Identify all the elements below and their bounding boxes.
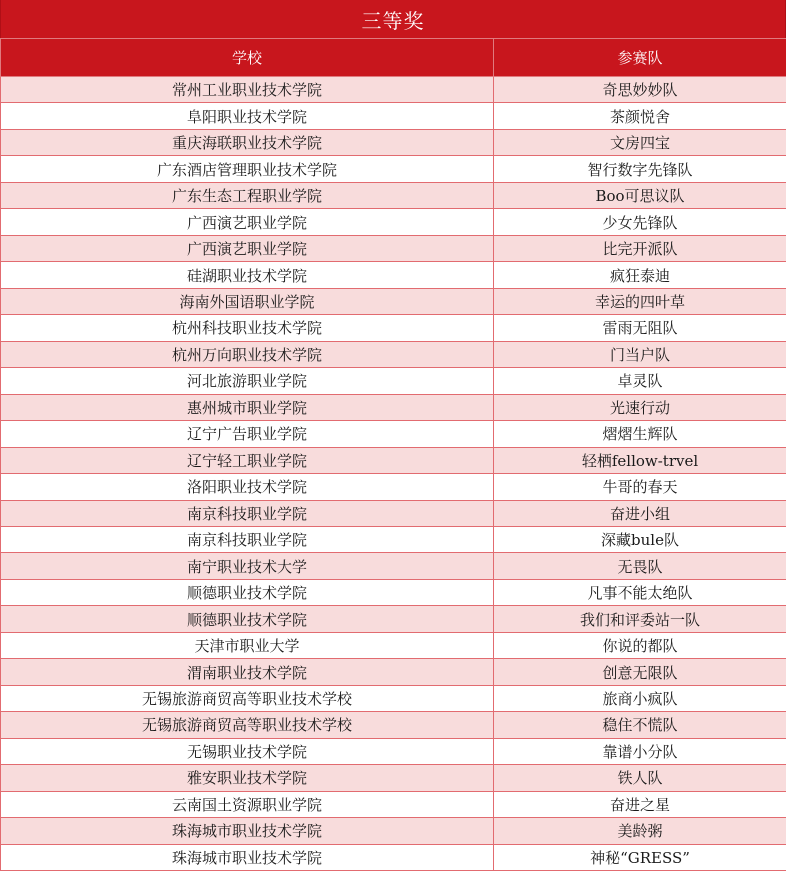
table-row: [1, 262, 786, 288]
team-cell: 深藏bule队: [494, 526, 786, 552]
team-cell: 幸运的四叶草: [494, 288, 786, 314]
team-cell: 旅商小疯队: [494, 685, 786, 711]
table-row: [1, 421, 786, 447]
table-row: [1, 182, 786, 208]
table-row: [1, 818, 786, 844]
team-cell: 雷雨无阻队: [494, 315, 786, 341]
table-row: [1, 685, 786, 711]
school-cell: 河北旅游职业学院: [1, 368, 494, 394]
school-cell: 顺德职业技术学院: [1, 579, 494, 605]
header-row: [1, 39, 786, 77]
school-cell: 无锡旅游商贸高等职业技术学校: [1, 712, 494, 738]
team-cell: 奇思妙妙队: [494, 77, 786, 103]
school-cell: 天津市职业大学: [1, 632, 494, 658]
table-row: [1, 791, 786, 817]
school-cell: 无锡职业技术学院: [1, 738, 494, 764]
school-cell: 珠海城市职业技术学院: [1, 844, 494, 870]
team-column-header: 参赛队: [494, 39, 786, 77]
table-row: [1, 235, 786, 261]
table-row: [1, 659, 786, 685]
school-cell: 重庆海联职业技术学院: [1, 129, 494, 155]
table-header: [1, 39, 786, 77]
table-row: [1, 474, 786, 500]
table-row: [1, 447, 786, 473]
team-cell: 门当户队: [494, 341, 786, 367]
school-cell: 洛阳职业技术学院: [1, 474, 494, 500]
school-cell: 广西演艺职业学院: [1, 235, 494, 261]
school-cell: 无锡旅游商贸高等职业技术学校: [1, 685, 494, 711]
team-cell: 靠谱小分队: [494, 738, 786, 764]
team-cell: 智行数字先锋队: [494, 156, 786, 182]
team-cell: 轻栖fellow-trvel: [494, 447, 786, 473]
school-cell: 南京科技职业学院: [1, 526, 494, 552]
team-cell: 文房四宝: [494, 129, 786, 155]
table-row: [1, 712, 786, 738]
school-cell: 常州工业职业技术学院: [1, 77, 494, 103]
school-column-header: 学校: [1, 39, 494, 77]
team-cell: 奋进小组: [494, 500, 786, 526]
table-row: [1, 156, 786, 182]
table-row: [1, 209, 786, 235]
school-cell: 杭州万向职业技术学院: [1, 341, 494, 367]
school-cell: 广东酒店管理职业技术学院: [1, 156, 494, 182]
table-row: [1, 500, 786, 526]
award-table: [0, 38, 786, 871]
school-cell: 阜阳职业技术学院: [1, 103, 494, 129]
team-cell: 奋进之星: [494, 791, 786, 817]
team-cell: 创意无限队: [494, 659, 786, 685]
team-cell: 比完开派队: [494, 235, 786, 261]
team-cell: 熠熠生辉队: [494, 421, 786, 447]
school-cell: 海南外国语职业学院: [1, 288, 494, 314]
table-row: [1, 606, 786, 632]
table-body: [1, 77, 786, 871]
table-row: [1, 368, 786, 394]
table-row: [1, 77, 786, 103]
team-cell: 光速行动: [494, 394, 786, 420]
table-row: [1, 394, 786, 420]
school-cell: 云南国土资源职业学院: [1, 791, 494, 817]
school-cell: 惠州城市职业学院: [1, 394, 494, 420]
table-row: [1, 553, 786, 579]
school-cell: 硅湖职业技术学院: [1, 262, 494, 288]
team-cell: 美龄粥: [494, 818, 786, 844]
team-cell: 牛哥的春天: [494, 474, 786, 500]
team-cell: 稳住不慌队: [494, 712, 786, 738]
table-row: [1, 765, 786, 791]
award-title: 三等奖: [0, 0, 786, 38]
table-row: [1, 738, 786, 764]
school-cell: 顺德职业技术学院: [1, 606, 494, 632]
school-cell: 广西演艺职业学院: [1, 209, 494, 235]
table-row: [1, 526, 786, 552]
team-cell: 我们和评委站一队: [494, 606, 786, 632]
table-row: [1, 103, 786, 129]
team-cell: Boo可思议队: [494, 182, 786, 208]
table-row: [1, 315, 786, 341]
team-cell: 无畏队: [494, 553, 786, 579]
team-cell: 神秘“GRESS”: [494, 844, 786, 870]
team-cell: 茶颜悦舍: [494, 103, 786, 129]
school-cell: 南京科技职业学院: [1, 500, 494, 526]
school-cell: 珠海城市职业技术学院: [1, 818, 494, 844]
table-row: [1, 288, 786, 314]
table-row: [1, 844, 786, 870]
team-cell: 少女先锋队: [494, 209, 786, 235]
table-row: [1, 632, 786, 658]
team-cell: 铁人队: [494, 765, 786, 791]
school-cell: 雅安职业技术学院: [1, 765, 494, 791]
team-cell: 凡事不能太绝队: [494, 579, 786, 605]
school-cell: 广东生态工程职业学院: [1, 182, 494, 208]
table-row: [1, 129, 786, 155]
team-cell: 疯狂泰迪: [494, 262, 786, 288]
school-cell: 辽宁广告职业学院: [1, 421, 494, 447]
table-row: [1, 579, 786, 605]
school-cell: 杭州科技职业技术学院: [1, 315, 494, 341]
school-cell: 辽宁轻工职业学院: [1, 447, 494, 473]
team-cell: 卓灵队: [494, 368, 786, 394]
school-cell: 渭南职业技术学院: [1, 659, 494, 685]
team-cell: 你说的都队: [494, 632, 786, 658]
school-cell: 南宁职业技术大学: [1, 553, 494, 579]
table-row: [1, 341, 786, 367]
